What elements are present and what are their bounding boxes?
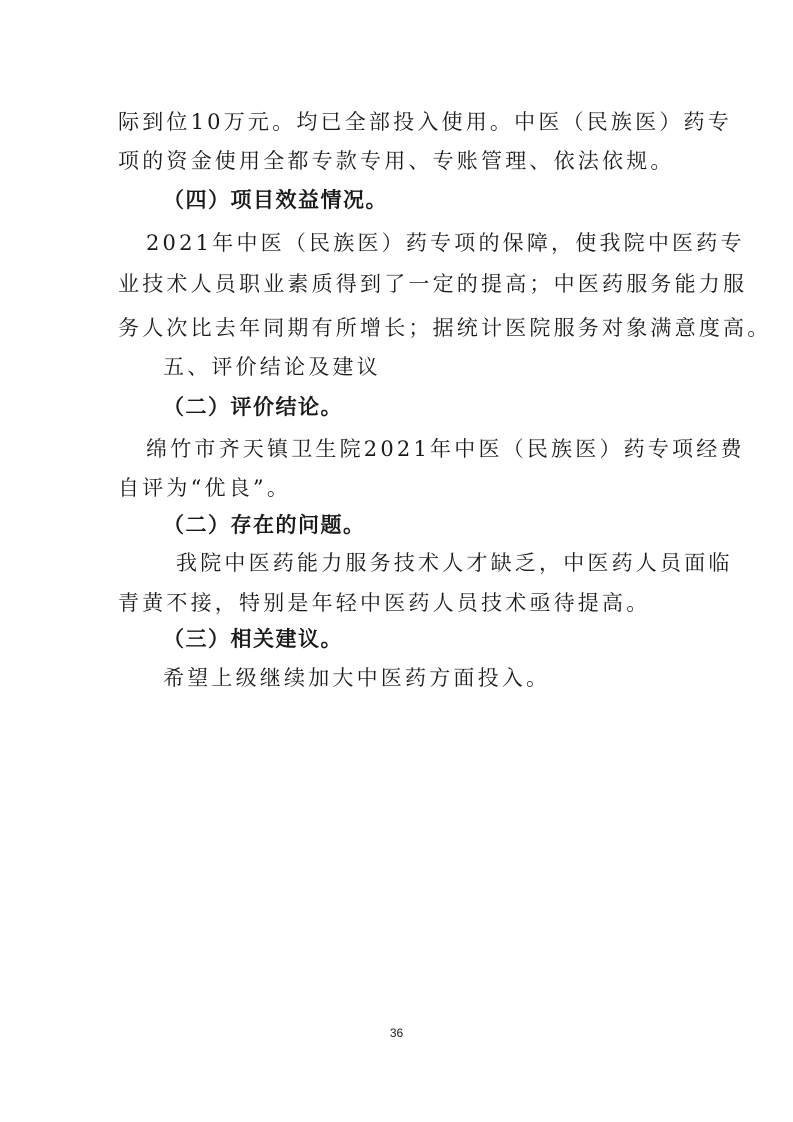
section-heading: （四）项目效益情况。 — [163, 188, 388, 212]
body-text-line: 青黄不接，特别是年轻中医药人员技术亟待提高。 — [118, 591, 651, 615]
body-text-line: 绵竹市齐天镇卫生院2021年中医（民族医）药专项经费 — [146, 437, 745, 461]
section-heading: （二）存在的问题。 — [163, 513, 366, 537]
body-text-line: 项的资金使用全都专款专用、专账管理、依法依规。 — [118, 149, 675, 173]
body-text-line: 五、评价结论及建议 — [163, 355, 381, 379]
body-text-line: 务人次比去年同期有所增长；据统计医院服务对象满意度高。 — [118, 316, 772, 340]
body-text-line: 希望上级继续加大中医药方面投入。 — [163, 666, 551, 690]
body-text-line: 业技术人员职业素质得到了一定的提高；中医药服务能力服 — [118, 272, 748, 296]
body-text-line: 我院中医药能力服务技术人才缺乏，中医药人员面临 — [176, 551, 733, 575]
section-heading: （三）相关建议。 — [163, 627, 343, 651]
body-text-line: 自评为“优良”。 — [118, 476, 292, 500]
body-text-line: 际到位10万元。均已全部投入使用。中医（民族医）药专 — [118, 110, 732, 134]
section-heading: （二）评价结论。 — [163, 395, 343, 419]
page-number: 36 — [389, 1026, 404, 1040]
body-text-line: 2021年中医（民族医）药专项的保障，使我院中医药专 — [146, 231, 745, 255]
